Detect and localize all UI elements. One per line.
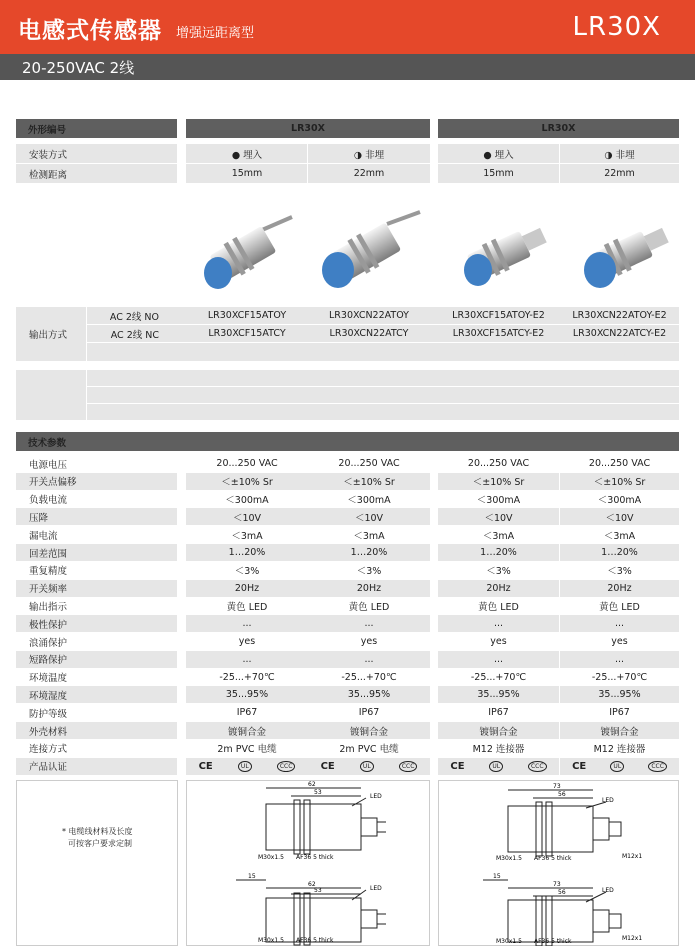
column-gap	[177, 144, 186, 163]
spec-value: -25...+70℃	[219, 671, 275, 683]
spec-value: 20...250 VAC	[588, 458, 651, 469]
spec-value: ＜300mA	[476, 495, 521, 507]
dim-front-connector: 15	[493, 873, 501, 880]
spec-value: ...	[560, 615, 679, 632]
thread-label-connector-2: M30x1.5	[496, 938, 522, 945]
spec-value: ＜300mA	[597, 495, 642, 507]
blank-row-line	[86, 386, 679, 387]
distance-value: 15mm	[483, 168, 514, 179]
sensor-image-cable-flush	[192, 205, 302, 295]
spec-value: 20...250 VAC	[467, 458, 530, 469]
cert-cell	[438, 758, 559, 775]
spec-label: 压降	[16, 508, 177, 525]
spec-label: 浪涌保护	[29, 637, 68, 649]
spec-value: 镀铜合金	[186, 722, 308, 739]
blank-sub-line	[86, 370, 87, 420]
blank-row-bg	[16, 370, 679, 420]
spec-label: 负载电流	[29, 495, 68, 507]
spec-value: M12 连接器	[472, 744, 525, 756]
spec-value: 35...95%	[186, 686, 308, 703]
column-gap	[177, 119, 186, 138]
column-gap	[430, 119, 438, 138]
spec-value: ＜10V	[308, 508, 430, 525]
mounting-value: ◑ 非埋	[353, 149, 385, 161]
spec-value: ＜3mA	[231, 530, 263, 542]
spec-value: 黄色 LED	[226, 601, 268, 613]
spec-value: 1…20%	[308, 544, 430, 561]
spec-value: ＜3mA	[353, 530, 385, 542]
cert-cell	[186, 758, 308, 775]
spec-value: yes	[238, 636, 256, 647]
spec-label: 连接方式	[29, 744, 68, 756]
spec-label: 短路保护	[16, 651, 177, 668]
spec-value: ＜10V	[560, 508, 679, 525]
cert-label: 产品认证	[16, 758, 177, 775]
nut-label-connector-2: AF36 5 thick	[534, 938, 572, 945]
spec-value: -25...+70℃	[591, 671, 648, 683]
column-gap	[430, 451, 438, 781]
sensor-image-connector-nonflush	[570, 210, 685, 295]
ul-mark-icon: UL	[238, 761, 252, 772]
column-gap	[430, 144, 438, 163]
page-subtitle: 增强远距离型	[176, 26, 255, 41]
mounting-value: ● 埋入	[483, 149, 514, 161]
tech-params-header: 技术参数	[16, 432, 679, 451]
spec-label: 漏电流	[29, 530, 58, 542]
ccc-mark-icon: CCC	[277, 761, 296, 772]
mounting-value: ● 埋入	[231, 149, 263, 161]
spec-value: ＜±10% Sr	[308, 473, 430, 490]
distance-label: 检测距离	[29, 169, 68, 181]
spec-value: ＜±10% Sr	[186, 473, 308, 490]
led-label-connector-2: LED	[602, 887, 614, 894]
dim-total-cable-2: 62	[308, 881, 316, 888]
output-model: LR30XCN22ATOY	[329, 310, 409, 321]
group-header-1: LR30X	[186, 119, 430, 138]
spec-value: ＜3%	[486, 566, 511, 578]
plug-label-connector-2: M12x1	[622, 935, 643, 942]
distance-value: 15mm	[231, 168, 263, 179]
ccc-mark-icon: CCC	[528, 761, 547, 772]
output-model: LR30XCF15ATCY	[208, 328, 286, 339]
table-head-label: 外形编号	[16, 119, 177, 138]
ce-mark-icon: CE	[320, 760, 335, 772]
output-model: LR30XCF15ATCY-E2	[452, 328, 545, 339]
spec-value: M12 连接器	[593, 744, 646, 756]
dimension-drawing-connector	[438, 780, 679, 946]
spec-value: ＜3mA	[603, 530, 636, 542]
mounting-value: ◑ 非埋	[604, 149, 635, 161]
spec-value: 35...95%	[308, 686, 430, 703]
spec-value: 2m PVC 电缆	[217, 744, 277, 756]
dim-total-connector-2: 73	[553, 881, 561, 888]
ul-mark-icon: UL	[489, 761, 503, 772]
spec-value: 35...95%	[560, 686, 679, 703]
spec-value: 20...250 VAC	[216, 458, 278, 469]
spec-label: 防护等级	[29, 708, 68, 720]
led-label-cable-2: LED	[370, 885, 382, 892]
output-type: AC 2线 NC	[110, 329, 159, 341]
spec-value: 2m PVC 电缆	[339, 744, 399, 756]
spec-label: 重复精度	[29, 566, 68, 578]
note-line-2: 可按客户要求定制	[68, 839, 132, 848]
spec-value: -25...+70℃	[341, 671, 397, 683]
spec-value: 20...250 VAC	[338, 458, 400, 469]
spec-value: ...	[308, 651, 430, 668]
ccc-mark-icon: CCC	[648, 761, 667, 772]
group-header-2: LR30X	[438, 119, 679, 138]
thread-label-cable: M30x1.5	[258, 854, 284, 861]
page-title: 电感式传感器	[18, 18, 162, 44]
spec-label: 环境温度	[29, 673, 68, 685]
spec-value: 黄色 LED	[478, 601, 519, 613]
dim-body-cable: 53	[314, 789, 322, 796]
distance-value: 22mm	[604, 168, 635, 179]
spec-label: 环境湿度	[16, 686, 177, 703]
spec-value: ＜300mA	[347, 495, 391, 507]
spec-label: 开关频率	[16, 580, 177, 597]
output-type: AC 2线 NO	[109, 311, 159, 323]
spec-value: ＜10V	[438, 508, 559, 525]
spec-value: 20Hz	[308, 580, 430, 597]
output-model: LR30XCF15ATOY-E2	[452, 310, 545, 321]
plug-label-connector: M12x1	[622, 853, 643, 860]
spec-value: 黄色 LED	[348, 601, 390, 613]
spec-value: 35...95%	[438, 686, 559, 703]
column-line	[559, 144, 560, 183]
led-label-cable: LED	[370, 793, 382, 800]
distance-value: 22mm	[353, 168, 385, 179]
column-gap	[430, 164, 438, 183]
ce-mark-icon: CE	[572, 760, 587, 772]
ul-mark-icon: UL	[360, 761, 374, 772]
spec-value: 1…20%	[186, 544, 308, 561]
spec-value: 20Hz	[560, 580, 679, 597]
spec-value: ...	[438, 651, 559, 668]
thread-label-cable-2: M30x1.5	[258, 937, 284, 944]
spec-value: yes	[611, 636, 628, 647]
spec-value: yes	[360, 636, 378, 647]
spec-value: ＜300mA	[225, 495, 269, 507]
spec-value: IP67	[236, 707, 258, 719]
column-gap	[177, 164, 186, 183]
output-row-line	[86, 324, 679, 325]
spec-value: 镀铜合金	[560, 722, 679, 739]
output-label: 输出方式	[29, 330, 68, 341]
spec-value: yes	[490, 636, 507, 647]
spec-value: ＜10V	[186, 508, 308, 525]
blank-row-line	[86, 403, 679, 404]
spec-value: 镀铜合金	[308, 722, 430, 739]
dim-front-cable: 15	[248, 873, 256, 880]
model-name: LR30X	[572, 12, 661, 42]
spec-value: ＜±10% Sr	[560, 473, 679, 490]
note-box	[16, 780, 178, 946]
sensor-image-connector-flush	[448, 210, 563, 295]
led-label-connector: LED	[602, 797, 614, 804]
ce-mark-icon: CE	[450, 760, 465, 772]
voltage-band-text: 20-250VAC 2线	[22, 59, 135, 77]
spec-value: ...	[438, 615, 559, 632]
dim-total-cable: 62	[308, 781, 316, 788]
nut-label-cable: AF36 5 thick	[296, 854, 334, 861]
spec-value: ...	[560, 651, 679, 668]
mounting-label: 安装方式	[29, 149, 68, 161]
spec-value: IP67	[358, 707, 380, 719]
spec-value: ...	[186, 615, 308, 632]
output-model: LR30XCN22ATCY	[329, 328, 409, 339]
spec-value: 镀铜合金	[438, 722, 559, 739]
ce-mark-icon: CE	[198, 760, 213, 772]
spec-value: 20Hz	[186, 580, 308, 597]
spec-value: -25...+70℃	[470, 671, 527, 683]
output-model: LR30XCN22ATOY-E2	[572, 310, 667, 321]
spec-label: 回差范围	[16, 544, 177, 561]
note-line-1: * 电缆线材料及长度	[62, 827, 133, 836]
spec-value: 20Hz	[438, 580, 559, 597]
spec-value: ...	[308, 615, 430, 632]
output-row-line	[86, 342, 679, 343]
spec-value: 1…20%	[560, 544, 679, 561]
output-model: LR30XCN22ATCY-E2	[572, 328, 667, 339]
sensor-image-cable-nonflush	[312, 200, 427, 295]
ul-mark-icon: UL	[610, 761, 624, 772]
spec-value: IP67	[609, 707, 630, 719]
nut-label-cable-2: AF36 5 thick	[296, 937, 334, 944]
spec-label: 电源电压	[29, 459, 68, 471]
spec-value: 1…20%	[438, 544, 559, 561]
spec-label: 输出指示	[29, 601, 68, 613]
nut-label-connector: AF36 5 thick	[534, 855, 572, 862]
dim-body-cable-2: 53	[314, 887, 322, 894]
spec-label: 开关点偏移	[16, 473, 177, 490]
spec-value: ...	[186, 651, 308, 668]
output-model: LR30XCF15ATOY	[207, 310, 287, 321]
spec-value: ＜±10% Sr	[438, 473, 559, 490]
spec-value: ＜3%	[607, 566, 632, 578]
column-gap	[177, 451, 186, 781]
spec-label: 外壳材料	[16, 722, 177, 739]
dim-body-connector: 56	[558, 791, 566, 798]
cert-cell	[560, 758, 679, 775]
spec-value: 黄色 LED	[599, 601, 640, 613]
dimension-drawing-cable	[186, 780, 430, 946]
dim-total-connector: 73	[553, 783, 561, 790]
column-line	[307, 144, 308, 183]
spec-value: ＜3%	[234, 566, 260, 578]
dim-body-connector-2: 56	[558, 889, 566, 896]
spec-value: IP67	[488, 707, 509, 719]
thread-label-connector: M30x1.5	[496, 855, 522, 862]
spec-label: 极性保护	[16, 615, 177, 632]
spec-value: ＜3%	[356, 566, 382, 578]
cert-cell	[308, 758, 430, 775]
spec-value: ＜3mA	[482, 530, 515, 542]
ccc-mark-icon: CCC	[399, 761, 418, 772]
